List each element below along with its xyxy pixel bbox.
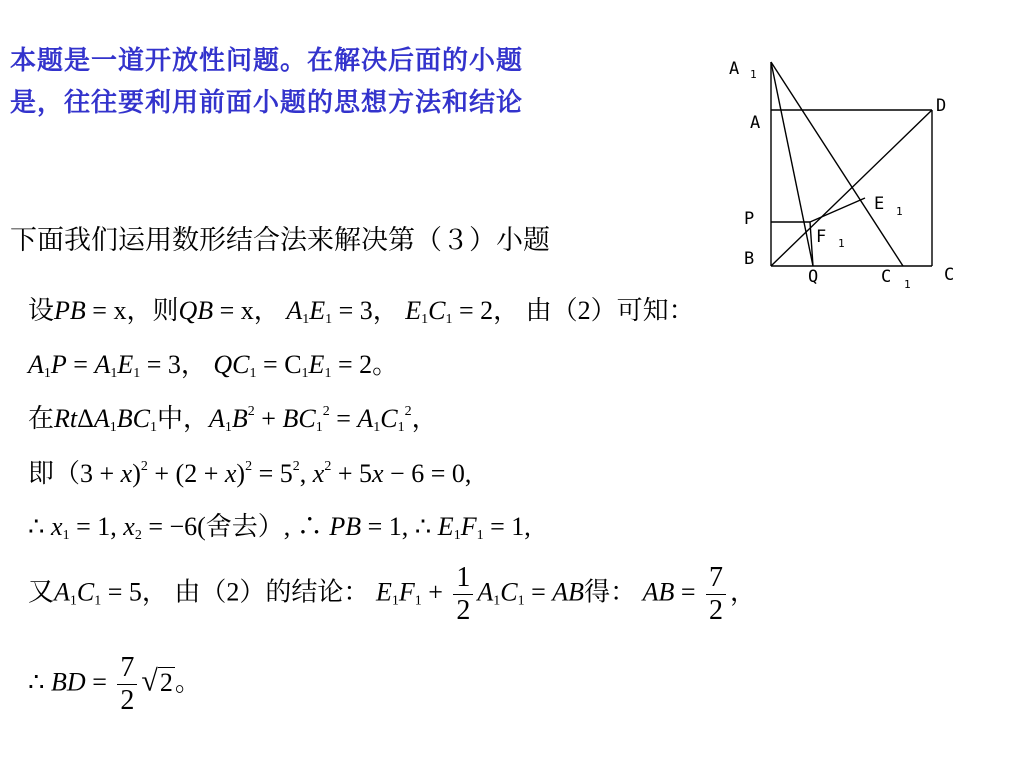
intro-line-1: 本题是一道开放性问题。在解决后面的小题 — [10, 46, 524, 76]
diagonal-bd — [771, 110, 932, 266]
label-p: P — [744, 209, 755, 229]
label-a1: A — [729, 59, 740, 79]
label-c1-sub: 1 — [904, 278, 911, 291]
geometry-diagram — [720, 48, 980, 298]
solution-line-3: 在$Rt\Delta A_1BC_1$中，$A_1B^2 + BC_1^2 = A_1C_1^2$， — [28, 404, 438, 435]
fraction-bd: $\frac{7}{2}$ — [117, 652, 137, 717]
fraction-one-half: $\frac{1}{2}$ — [453, 562, 473, 627]
label-f1: F — [816, 227, 827, 247]
segment-a1q — [771, 62, 813, 266]
intro-line-2: 是，往往要利用前面小题的思想方法和结论 — [10, 88, 524, 118]
label-b: B — [744, 249, 755, 269]
section-subheading: 下面我们运用数形结合法来解决第（３）小题 — [10, 225, 550, 256]
label-e1: E — [874, 194, 885, 214]
solution-line-6: 又$A_1C_1 = 5$， 由（2）的结论： $E_1F_1$ + $\frac{1}{2}$ $A_1C_1$ = AB得： AB = $\frac{7}{2}$ ， — [28, 562, 757, 627]
label-q: Q — [808, 267, 819, 287]
label-f1-sub: 1 — [838, 237, 845, 250]
label-e1-sub: 1 — [896, 205, 903, 218]
segment-a1c1 — [771, 62, 903, 266]
label-a: A — [750, 113, 761, 133]
label-c: C — [944, 265, 955, 285]
label-a1-sub: 1 — [750, 68, 757, 81]
solution-line-5: ∴ $x_1 = 1$, $x_2 = -6$(舍去）, ∴ PB = 1, ∴ $E_1F_1 = 1$, — [28, 512, 531, 543]
sqrt-symbol: √ — [141, 664, 158, 698]
fraction-seven-halves: $\frac{7}{2}$ — [706, 562, 726, 627]
label-c1: C — [881, 267, 892, 287]
solution-line-4: 即$(3 + x)^2 + (2 + x)^2 = 5^2$, $x^2 + 5x - 6 = 0$, — [28, 459, 472, 488]
label-d: D — [936, 96, 947, 116]
solution-line-7: ∴ BD = $\frac{7}{2}$ √2。 — [28, 652, 201, 717]
solution-line-2: $A_1P = A_1E_1 = 3$， $QC_1 = C_1E_1 = 2$。 — [28, 350, 399, 381]
solution-line-1: 设PB = x，则QB = x， $A_1E_1 = 3$， $E_1C_1 = 2$， 由（2）可知： — [28, 296, 695, 327]
